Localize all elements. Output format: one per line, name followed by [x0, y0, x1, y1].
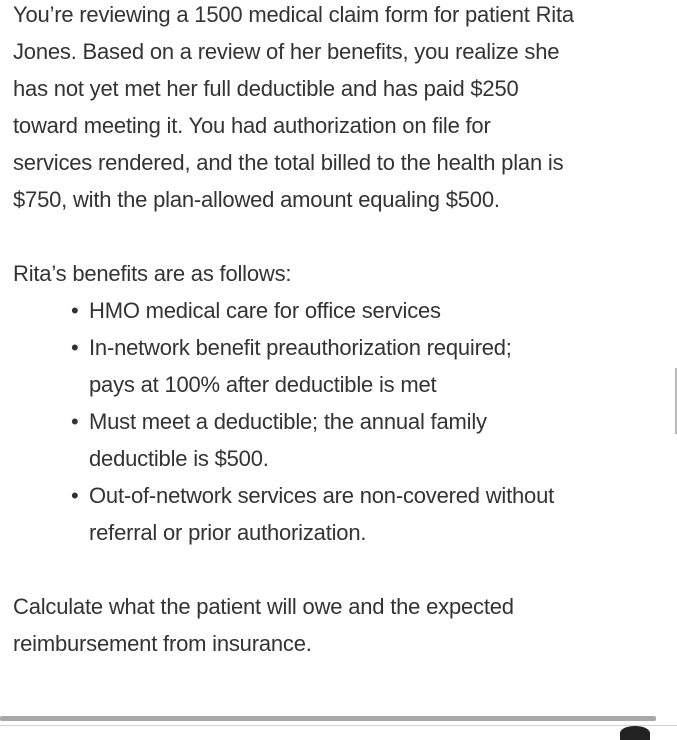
intro-line: has not yet met her full deductible and has paid $250 — [13, 76, 519, 101]
benefit-text: Must meet a deductible; the annual family deductible is $500. — [89, 409, 487, 471]
intro-line: Jones. Based on a review of her benefits, you realize she — [13, 39, 560, 64]
benefits-heading: Rita’s benefits are as follows: — [13, 261, 292, 286]
paragraph-gap — [13, 218, 663, 255]
benefit-text: Out-of-network services are non-covered without referral or prior authorization. — [89, 483, 555, 545]
intro-line: services rendered, and the total billed to the health plan is — [13, 150, 564, 175]
bullet-icon: • — [71, 298, 79, 323]
partial-button-icon[interactable] — [620, 726, 650, 740]
bullet-icon: • — [71, 409, 79, 434]
horizontal-scrollbar[interactable] — [0, 716, 656, 721]
divider — [0, 725, 677, 726]
benefit-item — [69, 292, 559, 329]
bullet-icon: • — [71, 483, 79, 508]
benefit-text: HMO medical care for office services — [89, 298, 441, 323]
paragraph-gap — [13, 551, 663, 588]
benefit-item — [69, 477, 559, 551]
intro-paragraph — [13, 0, 663, 218]
bullet-icon: • — [71, 335, 79, 360]
benefit-text: In-network benefit preauthorization required; pays at 100% after deductible is met — [89, 335, 512, 397]
question-line: Calculate what the patient will owe and the expected — [13, 594, 514, 619]
question-line: reimbursement from insurance. — [13, 631, 312, 656]
benefits-list — [13, 292, 663, 551]
intro-line: You’re reviewing a 1500 medical claim form for patient Rita — [13, 2, 574, 27]
intro-line: toward meeting it. You had authorization on file for — [13, 113, 491, 138]
question-paragraph — [13, 588, 663, 662]
benefit-item — [69, 329, 559, 403]
benefit-item — [69, 403, 559, 477]
intro-line: $750, with the plan-allowed amount equaling $500. — [13, 187, 500, 212]
document-body — [13, 0, 663, 662]
